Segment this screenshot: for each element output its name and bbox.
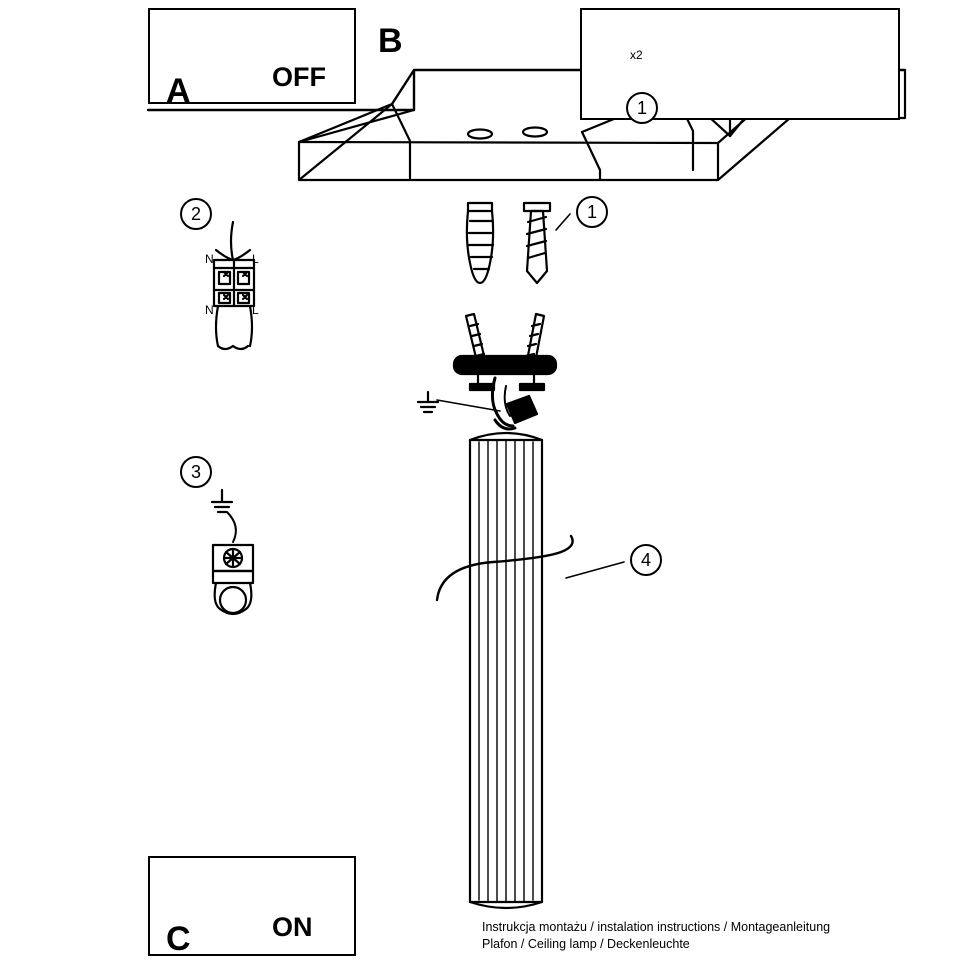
footer-caption — [482, 919, 830, 953]
canopy-plate — [454, 356, 556, 390]
callout-terminal-block — [180, 198, 212, 230]
terminal-block-illustration — [214, 222, 254, 349]
lamp-body — [470, 433, 542, 908]
terminal-marking-n-top: N — [205, 252, 214, 266]
callout-tool-number — [626, 92, 658, 124]
lamp-ring-indicator — [437, 536, 573, 600]
panel-a-letter: A — [166, 72, 191, 110]
panel-c-state-label: ON — [272, 912, 313, 942]
callout-lamp-holder — [180, 456, 212, 488]
screw-upper — [524, 203, 550, 283]
panel-b-letter: B — [378, 22, 403, 60]
callout-3-text: 3 — [190, 461, 201, 482]
terminal-marking-n-bottom: N — [205, 303, 214, 317]
quantity-label: x2 — [630, 48, 643, 62]
lamp-holder-illustration — [212, 490, 253, 614]
callout-1-text: 1 — [586, 201, 597, 222]
callout-4-text: 4 — [640, 549, 651, 570]
earth-ground-symbol-main — [418, 392, 438, 412]
footer-line-2: Plafon / Ceiling lamp / Deckenleuchte — [482, 937, 690, 951]
callout-2-text: 2 — [190, 203, 201, 224]
footer-line-1: Instrukcja montażu / instalation instructions / Montageanleitung — [482, 920, 831, 934]
callout-tool-number-text: 1 — [636, 97, 647, 118]
terminal-marking-l-top: L — [252, 252, 259, 266]
wall-plug-upper — [467, 203, 493, 283]
panel-a-state-label: OFF — [272, 62, 326, 92]
panel-c-letter: C — [166, 920, 191, 958]
callout-lamp-body — [630, 544, 662, 576]
callout-screws-anchors — [576, 196, 608, 228]
leader-lines — [437, 214, 624, 578]
terminal-marking-l-bottom: L — [252, 303, 259, 317]
